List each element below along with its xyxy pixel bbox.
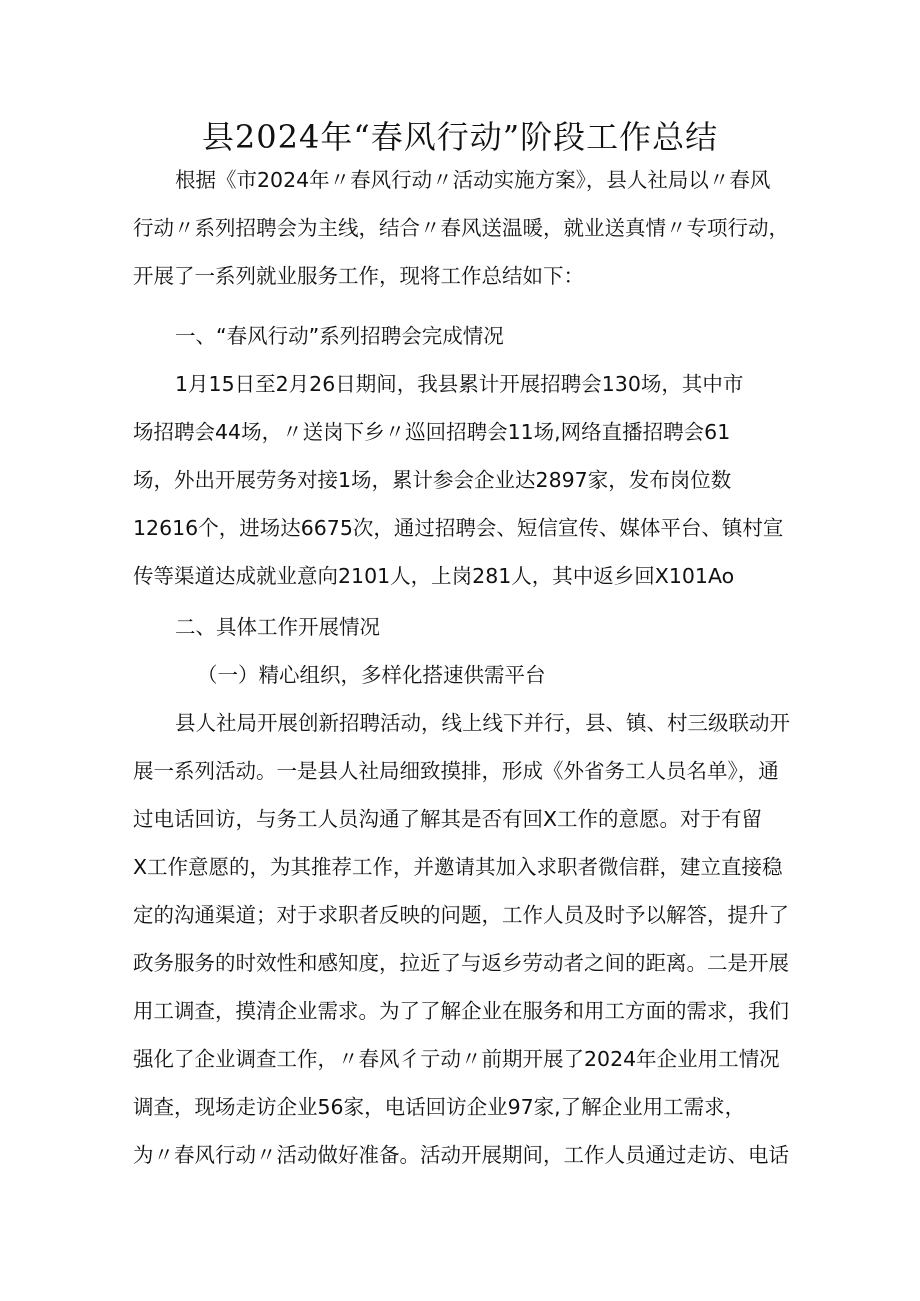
section-heading-2 <box>133 603 793 651</box>
paragraph-line: 政务服务的时效性和感知度，拉近了与返乡劳动者之间的距离。二是开展 <box>133 951 789 975</box>
paragraph-line: 展一系列活动。一是县人社局细致摸排，形成《外省务工人员名单》，通 <box>133 759 779 783</box>
paragraph-line: 为〃春风行动〃活动做好准备。活动开展期间，工作人员通过走访、电话 <box>133 1143 789 1167</box>
paragraph-line: 用工调查，摸清企业需求。为了了解企业在服务和用工方面的需求，我们 <box>133 999 789 1023</box>
section-heading-1 <box>133 312 793 360</box>
paragraph-line: 县人社局开展创新招聘活动，线上线下并行，县、镇、村三级联动开 <box>175 711 790 735</box>
paragraph-intro <box>133 156 793 300</box>
section-heading-text: 一、“春风行动”系列招聘会完成情况 <box>175 324 504 348</box>
paragraph-line: 场招聘会44场，〃送岗下乡〃巡回招聘会11场,网络直播招聘会61 <box>133 420 731 444</box>
paragraph-line: X工作意愿的，为其推荐工作，并邀请其加入求职者微信群，建立直接稳 <box>133 855 783 879</box>
section-heading-text: 二、具体工作开展情况 <box>175 615 380 639</box>
paragraph-line: 定的沟通渠道；对于求职者反映的问题，工作人员及时予以解答，提升了 <box>133 903 789 927</box>
paragraph-job-fairs <box>133 360 793 600</box>
paragraph-line: 开展了一系列就业服务工作，现将工作总结如下： <box>133 264 584 288</box>
paragraph-line: 场，外出开展劳务对接1场，累计参会企业达2897家，发布岗位数 <box>133 468 732 492</box>
subsection-heading-1 <box>133 651 793 699</box>
paragraph-activities <box>133 699 793 1179</box>
paragraph-line: 调查，现场走访企业56家，电话回访企业97家,了解企业用工需求， <box>133 1095 746 1119</box>
paragraph-line: 强化了企业调查工作，〃春风彳亍动〃前期开展了2024年企业用工情况 <box>133 1047 780 1071</box>
paragraph-line: 12616个，进场达6675次，通过招聘会、短信宣传、媒体平台、镇村宣 <box>133 516 784 540</box>
subsection-heading-text: （一）精心组织，多样化搭速供需平台 <box>197 663 546 687</box>
paragraph-line: 过电话回访，与务工人员沟通了解其是否有回X工作的意愿。对于有留 <box>133 807 763 831</box>
paragraph-line: 根据《市2024年〃春风行动〃活动实施方案》，县人社局以〃春风 <box>175 168 771 192</box>
paragraph-line: 传等渠道达成就业意向2101人，上岗281人，其中返乡回X101Ao <box>133 564 735 588</box>
document-title: 县2024年“春风行动”阶段工作总结 <box>201 118 719 156</box>
paragraph-line: 1月15日至2月26日期间，我县累计开展招聘会130场，其中市 <box>175 372 744 396</box>
paragraph-line: 行动〃系列招聘会为主线，结合〃春风送温暖，就业送真情〃专项行动， <box>133 216 789 240</box>
